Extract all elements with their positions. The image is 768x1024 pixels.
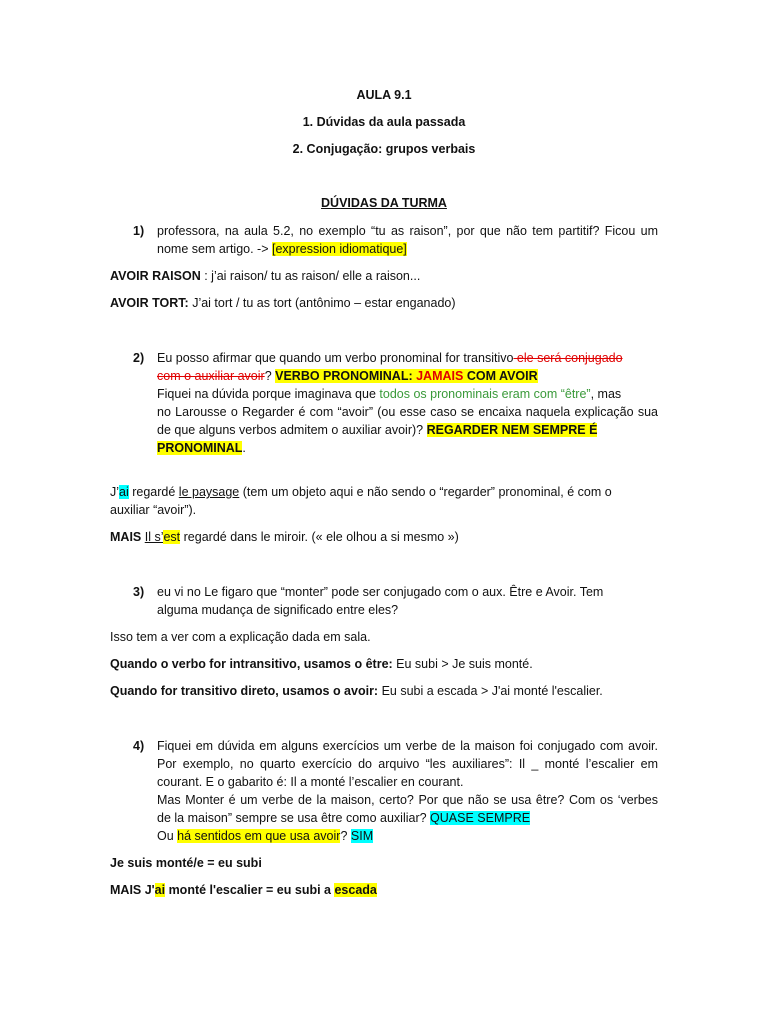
question-4-line-4: Mas Monter é um verbe de la maison, certo? Por que não se usa être? Com os ‘verbes [157,793,658,807]
answer-3-intransitive: Quando o verbo for intransitivo, usamos o être: Eu subi > Je suis monté. [110,657,533,671]
question-4-line-2: Por exemplo, no quarto exercício do arquivo “les auxiliares”: Il _ monté l’escalier em [157,757,658,771]
question-4-line-1: Fiquei em dúvida em alguns exercícios um verbe de la maison foi conjugado com avoir. [157,739,658,753]
agenda-item-2: 2. Conjugação: grupos verbais [292,142,476,156]
question-number-2: 2) [133,351,145,365]
question-2-line-1: Eu posso afirmar que quando um verbo pronominal for transitivo ele será conjugado [157,351,623,365]
question-2-line-2: com o auxiliar avoir? VERBO PRONOMINAL: JAMAIS COM AVOIR [157,369,538,383]
question-number-3: 3) [133,585,145,599]
question-number-4: 4) [133,739,145,753]
answer-3-line-1: Isso tem a ver com a explicação dada em sala. [110,630,371,644]
question-2-line-5: de que alguns verbos admitem o auxiliar avoir)? REGARDER NEM SEMPRE É [157,423,598,437]
question-1-line-2: nome sem artigo. -> [expression idiomatique] [157,242,407,256]
answer-4-line-1: Je suis monté/e = eu subi [110,856,262,870]
question-number-1: 1) [133,224,145,238]
question-2-line-3: Fiquei na dúvida porque imaginava que todos os pronominais eram com “être”, mas [157,387,622,401]
question-3-line-2: alguma mudança de significado entre eles? [157,603,399,617]
example-regarder-line-1: J’ai regardé le paysage (tem um objeto aqui e não sendo o “regarder” pronominal, é com o [110,485,612,499]
example-regarder-line-2: auxiliar “avoir”). [110,503,197,517]
answer-3-transitive: Quando for transitivo direto, usamos o avoir: Eu subi a escada > J'ai monté l'escalier. [110,684,603,698]
question-3-line-1: eu vi no Le figaro que “monter” pode ser conjugado com o aux. Être e Avoir. Tem [157,585,604,599]
question-1-line-1: professora, na aula 5.2, no exemplo “tu as raison”, por que não tem partitif? Ficou um [157,224,658,238]
answer-4-line-2: MAIS J'ai monté l'escalier = eu subi a escada [110,883,377,897]
section-heading: DÚVIDAS DA TURMA [321,196,447,210]
example-se-regarder: MAIS Il s’est regardé dans le miroir. (« ele olhou a si mesmo ») [110,530,459,544]
answer-avoir-tort: AVOIR TORT: J’ai tort / tu as tort (antônimo – estar enganado) [110,296,456,310]
answer-avoir-raison: AVOIR RAISON : j’ai raison/ tu as raison/ elle a raison... [110,269,421,283]
question-4-line-5: de la maison” sempre se usa être como auxiliar? QUASE SEMPRE [157,811,531,825]
question-2-line-6: PRONOMINAL. [157,441,246,455]
agenda-item-1: 1. Dúvidas da aula passada [302,115,466,129]
highlight-expression: [expression idiomatique] [271,242,407,256]
question-4-line-6: Ou há sentidos em que usa avoir? SIM [157,829,374,843]
lesson-title: AULA 9.1 [356,88,412,102]
question-2-line-4: no Larousse o Regarder é com “avoir” (ou esse caso se encaixa naquela explicação sua [157,405,658,419]
question-4-line-3: courant. E o gabarito é: Il a monté l’escalier en courant. [157,775,464,789]
